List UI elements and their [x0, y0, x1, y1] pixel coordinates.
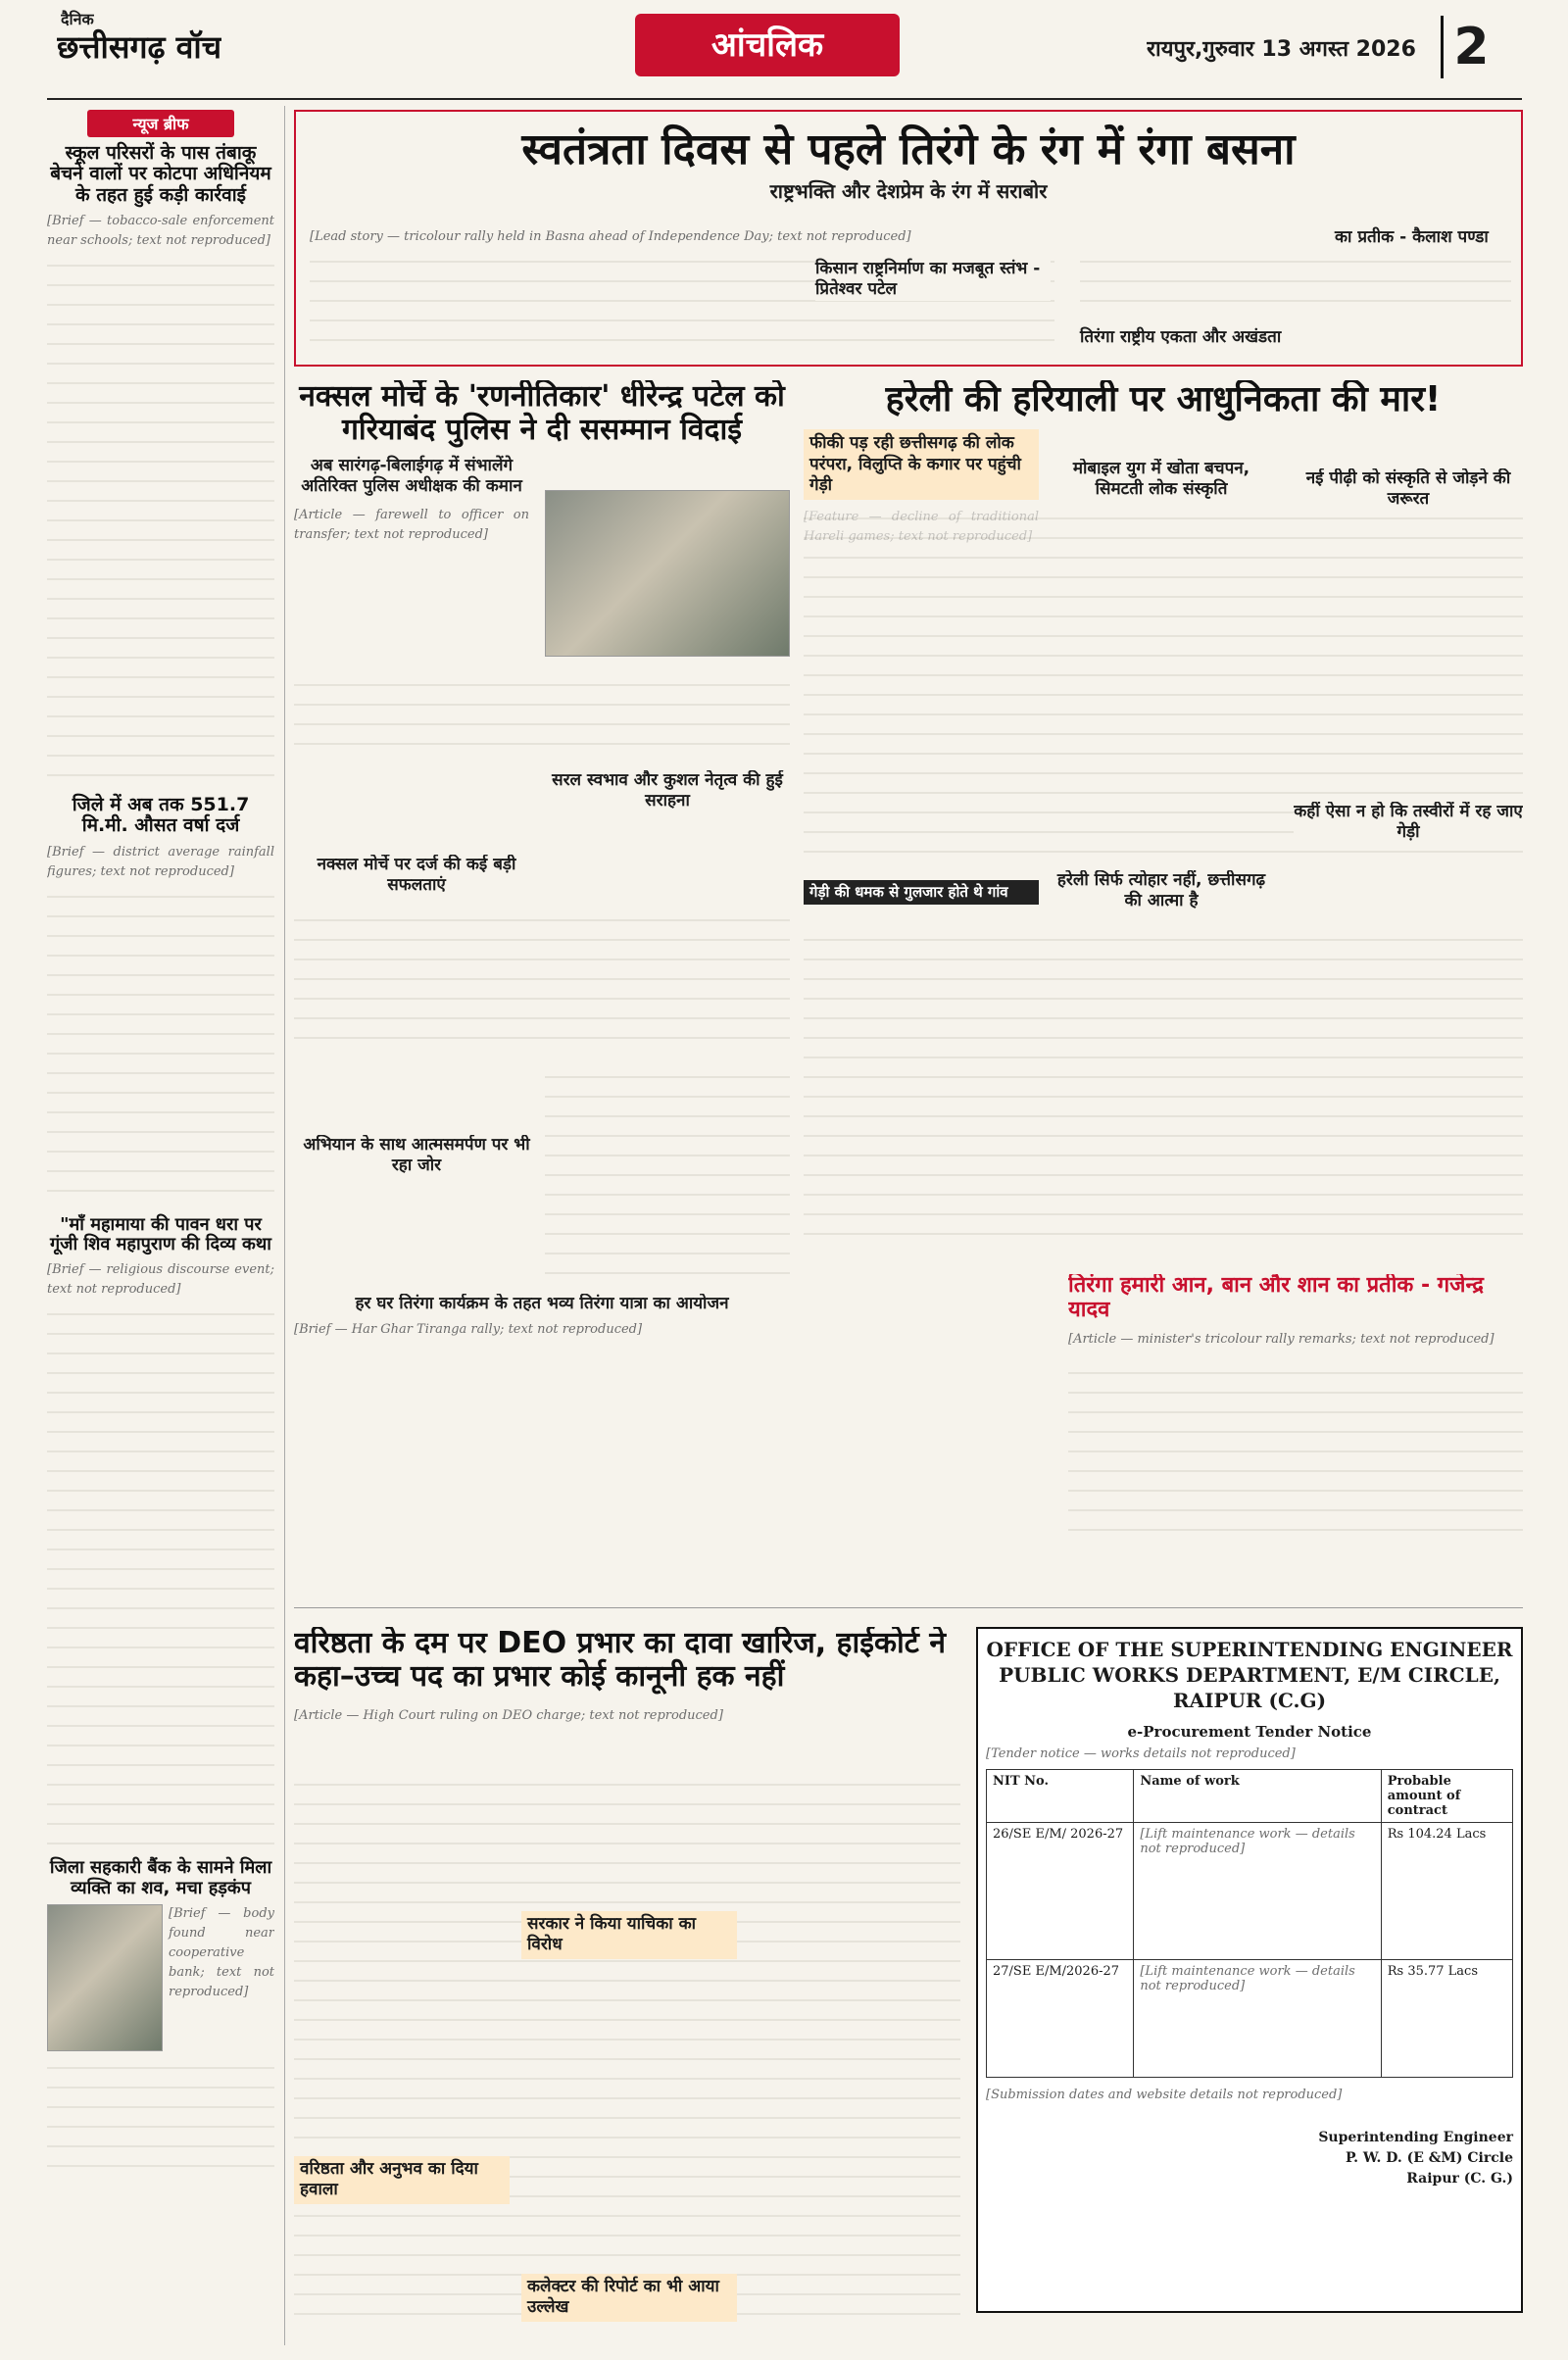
masthead-small: दैनिक [61, 10, 94, 28]
table-header-work: Name of work [1134, 1770, 1381, 1823]
hareli-headline: हरेली की हरियाली पर आधुनिकता की मार! [885, 380, 1442, 419]
hareli-subhead-4: नई पीढ़ी को संस्कृति से जोड़ने की जरूरत [1294, 468, 1523, 511]
naxal-body: [Article — farewell to officer on transfer; text not reproduced] [294, 507, 529, 542]
text-lines [804, 929, 1523, 1253]
naxal-kicker: अब सारंगढ़-बिलाईगढ़ में संभालेंगे अतिरिक्त पुलिस अधीक्षक की कमान [301, 456, 522, 497]
sidebar-divider [284, 106, 285, 2345]
deo-body: [Article — High Court ruling on DEO charge; text not reproduced] [294, 1708, 723, 1724]
hareli-subhead-1: मोबाइल युग में खोता बचपन, सिमटती लोक संस्कृति [1049, 459, 1274, 501]
tender-2-work: [Lift maintenance work — details not reproduced] [1134, 1960, 1381, 2078]
tiranga-headline: हर घर तिरंगा कार्यक्रम के तहत भव्य तिरंगा यात्रा का आयोजन [355, 1294, 729, 1313]
deo-subhead-3: कलेक्टर की रिपोर्ट का भी आया उल्लेख [521, 2274, 737, 2322]
tender-notice [976, 1627, 1523, 2313]
tender-table [986, 1769, 1513, 2078]
text-lines [47, 1303, 274, 1852]
deo-story [294, 1627, 960, 2342]
brief-3-headline: "माँ महामाया की पावन धरा पर गूंजी शिव महापुराण की दिव्य कथा [50, 1213, 271, 1255]
text-lines [545, 1066, 790, 1282]
text-lines [1080, 251, 1511, 320]
tender-signature-title: Superintending Engineer [1318, 2130, 1513, 2145]
deo-headline: वरिष्ठता के दम पर DEO प्रभार का दावा खारिज, हाईकोर्ट ने कहा–उच्च पद का प्रभार कोई कानूनी हक नहीं [294, 1627, 946, 1694]
tiranga-story [294, 1294, 790, 1382]
masthead [0, 0, 1568, 110]
naxal-headline: नक्सल मोर्चे के 'रणनीतिकार' धीरेन्द्र पटेल को गरियाबंद पुलिस ने दी ससम्मान विदाई [299, 380, 785, 447]
lead-body: [Lead story — tricolour rally held in Basna ahead of Independence Day; text not reproduced] [310, 229, 911, 244]
hareli-kicker: फीकी पड़ रही छत्तीसगढ़ की लोक परंपरा, विलुप्ति के कगार पर पहुंची गेड़ी [804, 429, 1039, 500]
tender-notice-title: e-Procurement Tender Notice [1127, 1723, 1372, 1741]
deo-subhead-2: वरिष्ठता और अनुभव का दिया हवाला [294, 2156, 510, 2204]
page-number: 2 [1441, 16, 1499, 78]
table-header-amount: Probable amount of contract [1381, 1770, 1512, 1823]
brief-2-headline: जिले में अब तक 551.7 मि.मी. औसत वर्षा दर्ज [72, 794, 250, 837]
text-lines [47, 255, 274, 789]
section-label: आंचलिक [635, 14, 900, 76]
news-brief-column [47, 106, 274, 2345]
text-lines [1068, 1362, 1523, 1539]
brief-4-photo [47, 1904, 163, 2051]
brief-1-headline: स्कूल परिसरों के पास तंबाकू बेचने वालों पर कोटपा अधिनियम के तहत हुई कड़ी कार्रवाई [50, 142, 271, 206]
hareli-subhead-2: गेड़ी की धमक से गुलजार होते थे गांव [804, 880, 1039, 905]
naxal-subhead-1: सरल स्वभाव और कुशल नेतृत्व की हुई सराहना [552, 770, 783, 811]
text-lines [294, 674, 790, 762]
table-header-nit: NIT No. [987, 1770, 1134, 1823]
tender-signature-place: Raipur (C. G.) [1406, 2171, 1513, 2187]
lead-subhead: राष्ट्रभक्ति और देशप्रेम के रंग में सराबोर [769, 179, 1048, 204]
tender-2-nit: 27/SE E/M/2026-27 [987, 1960, 1134, 2078]
yadav-story [1068, 1274, 1523, 1568]
hareli-story [804, 380, 1523, 1282]
naxal-subhead-2: नक्सल मोर्चे पर दर्ज की कई बड़ी सफलताएं [317, 855, 516, 896]
naxal-subhead-3: अभियान के साथ आत्मसमर्पण पर भी रहा जोर [303, 1135, 530, 1176]
table-row [987, 1770, 1513, 1823]
bottom-section-rule [294, 1607, 1523, 1608]
text-lines [47, 886, 274, 1209]
tender-1-amount: Rs 104.24 Lacs [1381, 1823, 1512, 1960]
naxal-story [294, 380, 790, 1360]
hareli-subhead-3: हरेली सिर्फ त्योहार नहीं, छत्तीसगढ़ की आत्मा है [1056, 870, 1266, 911]
masthead-rule [47, 98, 1522, 100]
lead-story [294, 110, 1523, 367]
naxal-photo [545, 490, 790, 657]
lead-headline: स्वतंत्रता दिवस से पहले तिरंगे के रंग में रंगा बसना [521, 124, 1296, 174]
brief-4-headline: जिला सहकारी बैंक के सामने मिला व्यक्ति का शव, मचा हड़कंप [49, 1857, 272, 1898]
dateline: रायपुर,गुरुवार 13 अगस्त 2026 [1147, 37, 1416, 62]
lead-subhead-3: का प्रतीक - कैलाश पण्डा [1335, 227, 1489, 247]
brief-4-body: [Brief — body found near cooperative bank; text not reproduced] [169, 1905, 274, 2000]
newspaper-name: छत्तीसगढ़ वॉच [57, 28, 222, 66]
tender-2-amount: Rs 35.77 Lacs [1381, 1960, 1512, 2078]
text-lines [294, 910, 790, 1057]
brief-2-body: [Brief — district average rainfall figures; text not reproduced] [47, 844, 274, 879]
lead-subhead-1: किसान राष्ट्रनिर्माण का मजबूत स्तंभ - प्रितेश्वर पटेल [815, 259, 1051, 301]
yadav-body: [Article — minister's tricolour rally remarks; text not reproduced] [1068, 1332, 1494, 1348]
yadav-headline: तिरंगा हमारी आन, बान और शान का प्रतीक - गजेन्द्र यादव [1068, 1274, 1484, 1322]
text-lines [294, 1774, 960, 2333]
hareli-subhead-5: कहीं ऐसा न हो कि तस्वीरों में रह जाए गेड़ी [1294, 802, 1523, 843]
table-row [987, 1823, 1513, 1960]
tender-footer: [Submission dates and website details not reproduced] [986, 2088, 1343, 2102]
tender-1-work: [Lift maintenance work — details not reproduced] [1134, 1823, 1381, 1960]
news-brief-label: न्यूज ब्रीफ [87, 110, 234, 137]
brief-1-body: [Brief — tobacco-sale enforcement near schools; text not reproduced] [47, 213, 274, 248]
table-row [987, 1960, 1513, 2078]
tiranga-body: [Brief — Har Ghar Tiranga rally; text not reproduced] [294, 1322, 643, 1338]
tender-signature-office: P. W. D. (E &M) Circle [1345, 2150, 1513, 2166]
deo-subhead-1: सरकार ने किया याचिका का विरोध [521, 1911, 737, 1959]
brief-3-body: [Brief — religious discourse event; text not reproduced] [47, 1262, 274, 1298]
tender-intro: [Tender notice — works details not reproduced] [986, 1746, 1296, 1761]
text-lines [47, 2057, 274, 2175]
lead-subhead-2: तिरंगा राष्ट्रीय एकता और अखंडता [1080, 327, 1305, 348]
tender-1-nit: 26/SE E/M/ 2026-27 [987, 1823, 1134, 1960]
tender-title: OFFICE OF THE SUPERINTENDING ENGINEER PUBLIC WORKS DEPARTMENT, E/M CIRCLE, RAIPUR (C.G) [986, 1638, 1513, 1712]
